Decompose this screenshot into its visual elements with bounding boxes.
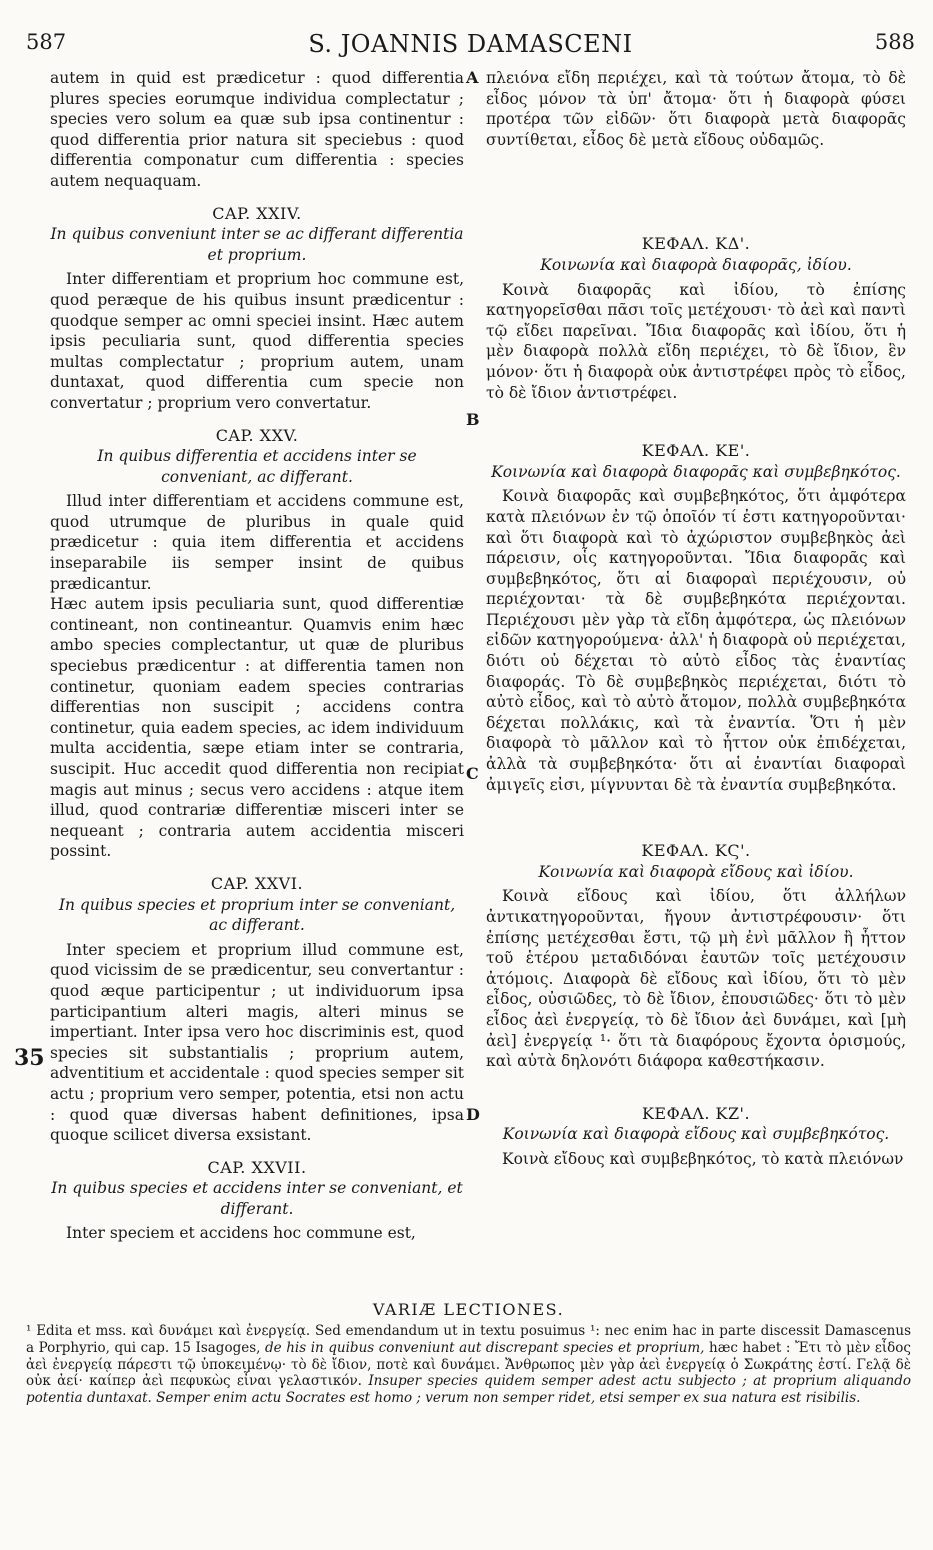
kephal25-subtitle: Κοινωνία καὶ διαφορὰ διαφορᾶς καὶ συμβεβηκότος. bbox=[491, 462, 901, 481]
kephal24-subtitle: Κοινωνία καὶ διαφορὰ διαφορᾶς, ἰδίου. bbox=[540, 255, 852, 274]
page-number-left: 587 bbox=[26, 30, 67, 54]
kephal26-subtitle: Κοινωνία καὶ διαφορὰ εἴδους καὶ ἰδίου. bbox=[538, 862, 854, 881]
greek-intro: πλειόνα εἴδη περιέχει, καὶ τὰ τούτων ἄτομα, τὸ δὲ εἶδος μόνον τὰ ὑπ' ἄτομα· ὅτι ἡ διαφορὰ φύσει προτέρα τῶν εἰδῶν· ὅτι διαφορὰ μετὰ διαφορᾶς συντίθεται, εἶδος δὲ μετὰ εἴδους οὐδαμῶς. bbox=[486, 69, 906, 149]
cap27-title: CAP. XXVII. bbox=[207, 1157, 307, 1177]
cap25-text-2: Hæc autem ipsis peculiaria sunt, quod differentiæ contineant, non contineantur. Quamvis enim hæc ambo species complectantur, ut quæ de pluribus speciebus prædicentur : at differentia tamen non continetur, quoniam eadem species contrarias differentias non suscipit ; accidens contra continetur, quia eadem species, ac idem individuum multa accidentia, sæpe etiam inter se contraria, suscipit. Huc accedit quod differentia non recipiat magis aut minus ; secus vero accidens : atque item illud, quod contrariæ differentiæ misceri inter se nequeant ; contraria autem accidentia misceri possint. bbox=[50, 595, 464, 861]
running-header bbox=[26, 30, 915, 70]
margin-marker-b: B bbox=[466, 410, 480, 429]
variae-title: VARIÆ LECTIONES. bbox=[372, 1300, 565, 1319]
kephal25-text: Κοινὰ διαφορᾶς καὶ συμβεβηκότος, ὅτι ἀμφότερα κατὰ πλειόνων ἐν τῷ ὁποῖόν τί ἐστι κατηγοροῦνται· καὶ ὅτι διαφορὰ καὶ τὸ ἀχώριστον συμβεβηκὸς ἀεὶ πάρεισιν, οἷς κατηγοροῦνται. Ἴδια διαφορᾶς καὶ συμβεβηκότος, ὅτι αἱ διαφοραὶ περιέχουσιν, οὐ περιέχονται· τὰ δὲ συμβεβηκότα περιέχονται. Περιέχουσι μὲν γὰρ τὰ εἴδη ἀμφότερα, ὡς πλειόνων εἰδῶν κατηγορούμενα· ἀλλ' ἡ διαφορὰ οὐ περιέχεται, διότι οὐ δέχεται τὸ αὐτὸ εἶδος τὰς ἐναντίας διαφοράς. Τὸ δὲ συμβεβηκὸς περιέχεται, διότι τὸ αὐτὸ εἶδος, καὶ τὸ αὐτὸ ἄτομον, πολλὰ συμβεβηκότα δέχεται πολλάκις, καὶ τὰ ἐναντία. Ὅτι ἡ μὲν διαφορὰ τὸ μᾶλλον καὶ τὸ ἧττον οὐκ ἐπιδέχεται, ἀλλὰ τὰ συμβεβηκότα· ὅτι αἱ ἐναντίαι διαφοραὶ ἀμιγεῖς εἰσι, μίγνυνται δὲ τὰ ἐναντία συμβεβηκότα. bbox=[486, 487, 906, 794]
cap24-subtitle: In quibus conveniunt inter se ac differant differentia et proprium. bbox=[50, 225, 464, 264]
greek-column bbox=[486, 68, 906, 1170]
cap27-subtitle: In quibus species et accidens inter se conveniant, et differant. bbox=[51, 1179, 463, 1218]
variae-text bbox=[26, 1323, 911, 1407]
line-number: 35 bbox=[14, 1045, 45, 1071]
kephal27-title: ΚΕΦΑΛ. ΚΖ'. bbox=[641, 1103, 751, 1123]
cap26-title: CAP. XXVI. bbox=[210, 873, 304, 893]
latin-intro: autem in quid est prædicetur : quod differentia plures species eorumque individua complectatur ; species vero solum ea quæ sub ipsa continentur : quod differentia prior natura sit speciebus : quod differentia componatur cum differentia : species autem nequaquam. bbox=[50, 69, 464, 190]
margin-marker-d: D bbox=[466, 1105, 480, 1124]
cap25-title: CAP. XXV. bbox=[215, 425, 299, 445]
cap24-title: CAP. XXIV. bbox=[212, 203, 302, 223]
kephal25-title: ΚΕΦΑΛ. ΚΕ'. bbox=[641, 441, 751, 461]
kephal27-subtitle: Κοινωνία καὶ διαφορὰ εἴδους καὶ συμβεβηκότος. bbox=[502, 1125, 890, 1144]
kephal26-text: Κοινὰ εἴδους καὶ ἰδίου, ὅτι ἀλλήλων ἀντικατηγοροῦνται, ἤγουν ἀντιστρέφουσιν· ὅτι ἐπίσης μετέχεσθαι ἔστι, τῷ μὴ ἐνὶ μᾶλλον ἢ ἧττον τοῦ ἑτέρου μεταδιδόναι ἑαυτῶν τοῖς μετέχουσιν ἀτόμοις. Διαφορὰ δὲ εἴδους καὶ ἰδίου, ὅτι τὸ μὲν εἶδος, οὐσιῶδες, τὸ δὲ ἴδιον, ἐπουσιῶδες· ὅτι τὸ μὲν εἶδος ἀεὶ ἐνεργείᾳ, τὸ δὲ ἴδιον ἀεὶ δυνάμει, καὶ [μὴ ἀεὶ] ἐνεργείᾳ ¹· ὅτι τὰ διαφόρους ἔχοντα ὁρισμούς, καὶ αὐτὰ δηλονότι διάφορα καθεστήκασιν. bbox=[486, 887, 906, 1071]
kephal24-title: ΚΕΦΑΛ. ΚΔ'. bbox=[641, 234, 751, 254]
cap26-text: Inter speciem et proprium illud commune est, quod vicissim de se prædicentur, seu convertantur : quod æque participentur ; ut individuorum ipsa participantium alteri magis, alteri minus se impertiant. Inter ipsa vero hoc discriminis est, quod species sit substantialis ; proprium autem, adventitium et accidentale : quod species semper sit actu ; proprium vero semper, potentia, etsi non actu : quod quæ diversas habent definitiones, ipsa quoque scilicet diversa exsistant. bbox=[50, 940, 464, 1145]
variae-text-1: ¹ Edita et mss. καὶ δυνάμει καὶ ἐνεργείᾳ. Sed emendandum ut in textu posuimus ¹: nec enim hac in parte discessit Damascenus a Porphyrio, qui cap. 15 Isagoges, bbox=[26, 1323, 911, 1356]
variae-text-3: hæc habet : Ἔτι τὸ μὲν εἶδος ἀεὶ ἐνεργείᾳ πάρεστι τῷ ὑποκειμένῳ· τὸ δὲ ἴδιον, ποτὲ καὶ δυνάμει. Ἄνθρωπος μὲν γὰρ ἀεὶ ἐνεργείᾳ ὁ Σωκράτης ἐστί. Γελᾷ δὲ οὐκ ἀεί· καίπερ ἀεὶ πεφυκὼς εἶναι γελαστικόν. bbox=[26, 1339, 911, 1390]
kephal27-text: Κοινὰ εἴδους καὶ συμβεβηκότος, τὸ κατὰ πλειόνων bbox=[502, 1149, 904, 1168]
kephal26-title: ΚΕΦΑΛ. ΚϚ'. bbox=[641, 841, 751, 861]
cap24-text: Inter differentiam et proprium hoc commune est, quod peræque de his quibus insunt prædicentur : quodque semper ac omni speciei insint. Hæc autem ipsis peculiaria sunt, quod differentia species multas complectatur ; proprium autem, unam duntaxat, quod differentia cum specie non convertatur ; proprium vero convertatur. bbox=[50, 270, 464, 412]
page-number-right: 588 bbox=[874, 30, 915, 54]
latin-column bbox=[50, 68, 464, 1244]
cap26-subtitle: In quibus species et proprium inter se conveniant, ac differant. bbox=[58, 895, 456, 935]
cap25-text-1: Illud inter differentiam et accidens commune est, quod utrumque de pluribus in quale quid prædicetur : quia item differentia et accidens inseparabile iis semper insint de quibus prædicantur. bbox=[50, 492, 464, 593]
variae-text-2: de his in quibus conveniunt aut discrepant species et proprium, bbox=[265, 1339, 705, 1356]
variae-text-4: Insuper species quidem semper adest actu subjecto ; at proprium aliquando potentia duntaxat. Semper enim actu Socrates est homo ; verum non semper ridet, etsi semper ex sua natura est risibilis. bbox=[26, 1373, 911, 1407]
running-title: S. JOANNIS DAMASCENI bbox=[308, 30, 633, 58]
variae-lectiones bbox=[26, 1300, 911, 1407]
kephal24-text: Κοινὰ διαφορᾶς καὶ ἰδίου, τὸ ἐπίσης κατηγορεῖσθαι πᾶσι τοῖς μετέχουσι· τὸ ἀεὶ καὶ παντὶ τῷ εἴδει παρεῖναι. Ἴδια διαφορᾶς καὶ ἰδίου, ὅτι ἡ μὲν διαφορὰ πολλὰ εἴδη περιέχει, τὸ δὲ ἴδιον, ἓν μόνον· ὅτι ἡ διαφορὰ οὐκ ἀντιστρέφει πρὸς τὸ εἶδος, τὸ δὲ ἴδιον ἀντιστρέφει. bbox=[486, 280, 906, 402]
margin-marker-a: A bbox=[466, 68, 479, 87]
cap25-subtitle: In quibus differentia et accidens inter se conveniant, ac differant. bbox=[97, 447, 417, 486]
cap27-text: Inter speciem et accidens hoc commune est, bbox=[66, 1224, 416, 1243]
margin-marker-c: C bbox=[466, 764, 479, 783]
